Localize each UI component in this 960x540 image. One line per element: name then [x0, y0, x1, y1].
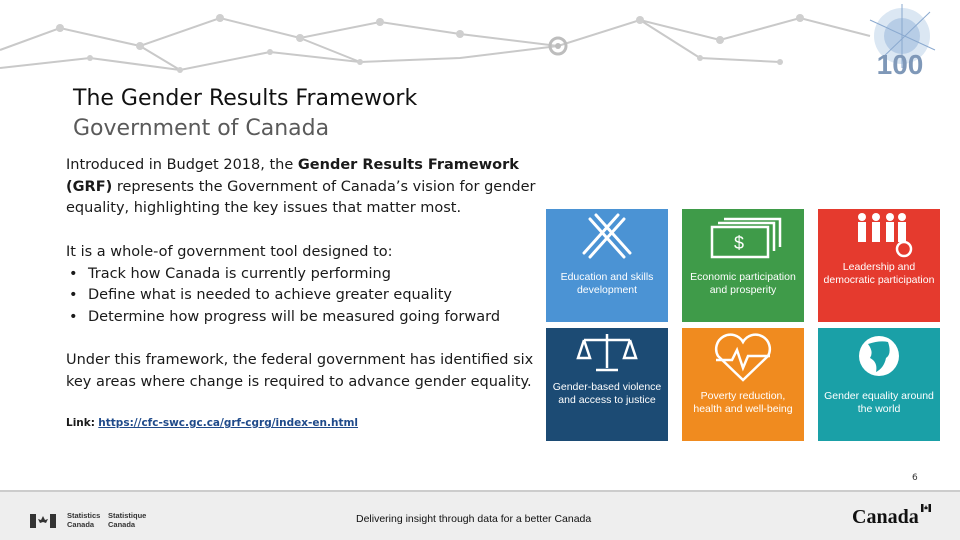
canada-flag-icon — [30, 514, 56, 528]
tool-lead: It is a whole-of government tool designed to: — [66, 244, 393, 260]
bullet-item: • Track how Canada is currently performing — [66, 264, 536, 286]
statcan-100-logo — [840, 0, 960, 90]
statcan-en-line2: Canada — [67, 519, 95, 529]
heart-pulse-icon — [682, 328, 804, 390]
intro-text-2: represents the Government of Canada’s vision for gender equality, highlighting the key issues that matter most. — [66, 178, 536, 216]
framework-paragraph: Under this framework, the federal government has identified six key areas where change is required to advance gender equality. — [66, 352, 534, 390]
tile-education — [546, 209, 668, 322]
page-number: 6 — [912, 473, 918, 483]
bullet-item: • Determine how progress will be measured going forward — [66, 307, 536, 329]
svg-text:$: $ — [734, 233, 745, 253]
wordmark-flag-icon — [921, 504, 931, 512]
tile-leadership — [818, 209, 940, 322]
link-line — [66, 417, 358, 429]
grf-link[interactable]: https://cfc-swc.gc.ca/grf-cgrg/index-en.html — [98, 417, 359, 429]
tile-poverty-health — [682, 328, 804, 441]
intro-paragraph — [66, 155, 556, 220]
statcan-en-line1: Statistics — [67, 511, 101, 520]
statcan-name-fr — [108, 512, 146, 529]
money-icon — [682, 209, 804, 271]
statcan-fr-line1: Statistique — [108, 511, 147, 520]
footer-tagline: Delivering insight through data for a better Canada — [356, 513, 592, 525]
link-label: Link: — [66, 417, 95, 429]
page-subtitle: Government of Canada — [73, 116, 330, 141]
network-graphic — [0, 0, 960, 90]
pencil-ruler-icon — [546, 209, 668, 271]
badge-100-text: 100 — [876, 49, 924, 80]
canada-wordmark: Canada — [852, 506, 919, 528]
tile-economic — [682, 209, 804, 322]
tile-label: Gender-based violence and access to justice — [552, 381, 662, 406]
tile-global — [818, 328, 940, 441]
page-title: The Gender Results Framework — [73, 86, 418, 111]
tile-label: Gender equality around the world — [824, 390, 934, 415]
statcan-name-en — [67, 512, 100, 529]
tile-label: Education and skills development — [560, 271, 654, 296]
intro-bold: Gender Results Framework (GRF) — [66, 157, 519, 195]
tile-label: Economic participation and prosperity — [690, 271, 796, 296]
footer-bar — [0, 490, 960, 540]
tool-bullet-list — [66, 264, 536, 329]
tool-section — [66, 242, 536, 328]
intro-text-1: Introduced in Budget 2018, the — [66, 157, 298, 173]
statcan-fr-line2: Canada — [108, 519, 136, 529]
tile-label: Poverty reduction, health and well-being — [693, 390, 793, 415]
tile-label: Leadership and democratic participation — [823, 261, 935, 286]
tile-violence-justice — [546, 328, 668, 441]
globe-icon — [818, 328, 940, 390]
bullet-item: • Define what is needed to achieve greater equality — [66, 285, 536, 307]
